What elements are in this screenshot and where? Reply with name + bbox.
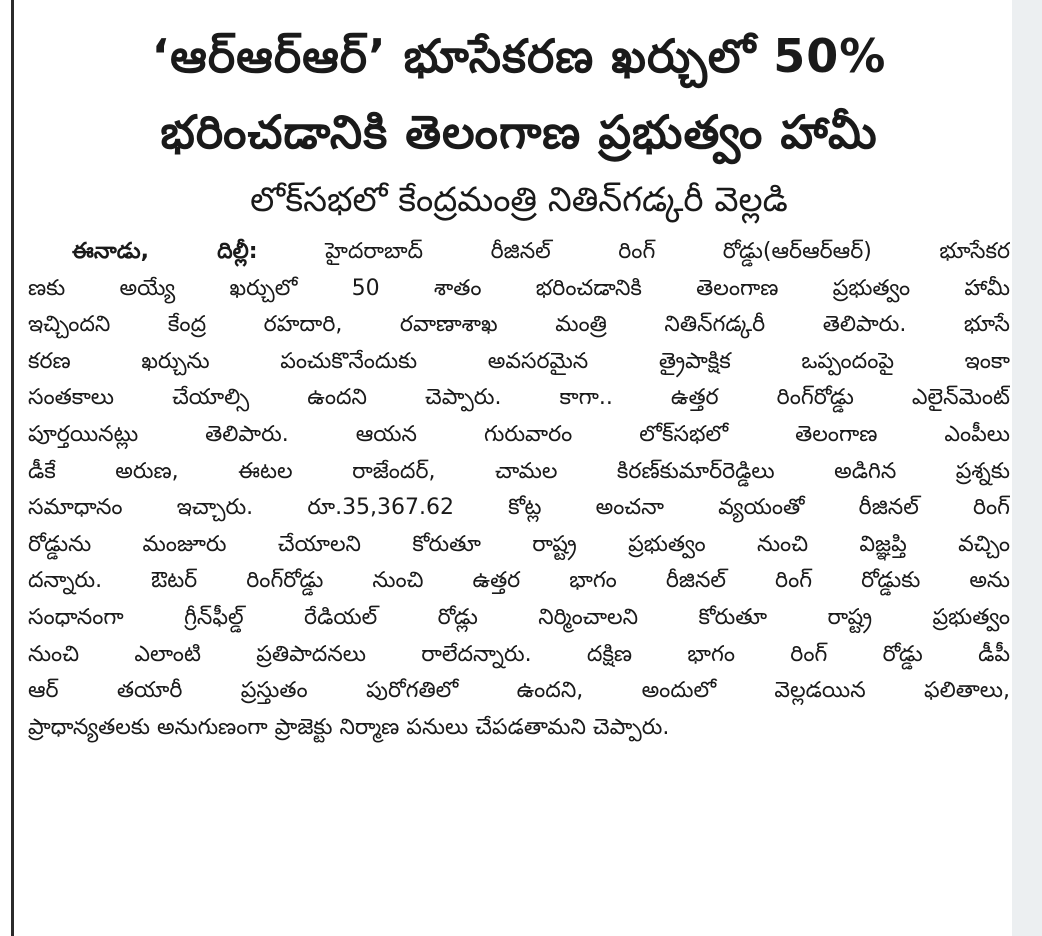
body-line: ఇచ్చిందని కేంద్ర రహదారి, రవాణాశాఖ మంత్రి నితిన్‌గడ్కరీ తెలిపారు. భూసే bbox=[28, 312, 1010, 338]
dateline: ఈనాడు, దిల్లీ: bbox=[72, 239, 258, 264]
body-line bbox=[28, 234, 1010, 271]
subheadline: లోక్‌సభలో కేంద్రమంత్రి నితిన్‌గడ్కరీ వెల్లడి bbox=[250, 180, 788, 220]
news-article bbox=[28, 0, 1010, 936]
body-line: ఆర్‌ తయారీ ప్రస్తుతం పురోగతిలో ఉందని, అందులో వెల్లడయిన ఫలితాలు, bbox=[28, 678, 1010, 704]
body-line: డీకే అరుణ, ఈటల రాజేందర్‌, చామల కిరణ్‌కుమార్‌రెడ్డిలు అడిగిన ప్రశ్నకు bbox=[28, 458, 1010, 484]
body-line: ప్రాధాన్యతలకు అనుగుణంగా ప్రాజెక్టు నిర్మాణ పనులు చేపడతామని చెప్పారు. bbox=[28, 714, 670, 740]
body-line: కరణ ఖర్చును పంచుకొనేందుకు అవసరమైన త్రైపాక్షిక ఒప్పందంపై ఇంకా bbox=[28, 348, 1010, 374]
article-body bbox=[28, 228, 1010, 746]
body-line-text: హైదరాబాద్‌ రీజినల్‌ రింగ్‌ రోడ్డు(ఆర్‌ఆర్‌ఆర్‌) భూసేకర bbox=[325, 239, 1010, 264]
body-line: సంతకాలు చేయాల్సి ఉందని చెప్పారు. కాగా.. ఉత్తర రింగ్‌రోడ్డు ఎలైన్‌మెంట్‌ bbox=[28, 385, 1010, 411]
headline-line: ‘ఆర్‌ఆర్‌ఆర్‌’ భూసేకరణ ఖర్చులో 50% bbox=[151, 29, 887, 83]
headline-line: భరించడానికి తెలంగాణ ప్రభుత్వం హామీ bbox=[160, 105, 878, 159]
page-margin bbox=[1012, 0, 1042, 936]
body-line: నుంచి ఎలాంటి ప్రతిపాదనలు రాలేదన్నారు. దక్షిణ భాగం రింగ్‌ రోడ్డు డీపీ bbox=[28, 641, 1010, 667]
column-rule bbox=[11, 0, 14, 936]
body-line: దన్నారు. ఔటర్‌ రింగ్‌రోడ్డు నుంచి ఉత్తర భాగం రీజినల్‌ రింగ్‌ రోడ్డుకు అను bbox=[28, 568, 1010, 594]
headline bbox=[28, 0, 1010, 170]
body-line: సమాధానం ఇచ్చారు. రూ.35,367.62 కోట్ల అంచనా వ్యయంతో రీజినల్‌ రింగ్‌ bbox=[28, 495, 1010, 521]
body-line: సంధానంగా గ్రీన్‌ఫీల్డ్‌ రేడియల్‌ రోడ్లు నిర్మించాలని కోరుతూ రాష్ట్ర ప్రభుత్వం bbox=[28, 604, 1010, 630]
body-line: ణకు అయ్యే ఖర్చులో 50 శాతం భరించడానికి తెలంగాణ ప్రభుత్వం హామీ bbox=[28, 275, 1010, 301]
body-line: పూర్తయినట్లు తెలిపారు. ఆయన గురువారం లోక్‌సభలో తెలంగాణ ఎంపీలు bbox=[28, 421, 1010, 447]
body-line: రోడ్డును మంజూరు చేయాలని కోరుతూ రాష్ట్ర ప్రభుత్వం నుంచి విజ్ఞప్తి వచ్చిం bbox=[28, 531, 1010, 557]
